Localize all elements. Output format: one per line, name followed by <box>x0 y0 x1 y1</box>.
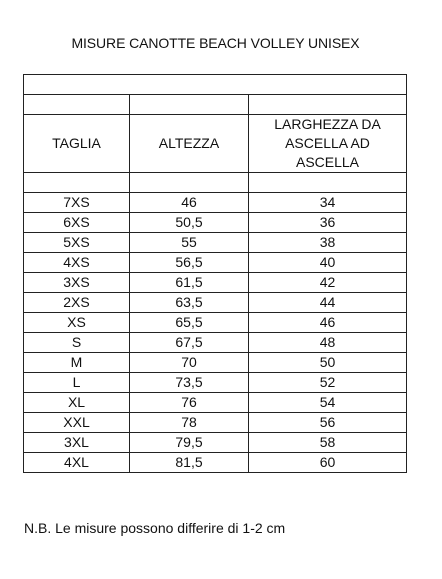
cell-taglia: 3XL <box>24 433 130 453</box>
table-row <box>24 273 407 293</box>
table-blank-cell <box>249 95 407 115</box>
table-blank-cell <box>24 75 407 95</box>
cell-taglia: L <box>24 373 130 393</box>
cell-altezza: 76 <box>130 393 249 413</box>
table-row <box>24 233 407 253</box>
table-row <box>24 193 407 213</box>
header-larghezza-line: ASCELLA <box>295 154 360 170</box>
cell-altezza: 73,5 <box>130 373 249 393</box>
table-row <box>24 313 407 333</box>
cell-taglia: 2XS <box>24 293 130 313</box>
cell-larghezza: 50 <box>249 353 407 373</box>
footnote: N.B. Le misure possono differire di 1-2 cm <box>24 520 286 536</box>
table-row <box>24 333 407 353</box>
cell-altezza: 63,5 <box>130 293 249 313</box>
table-row <box>24 353 407 373</box>
cell-larghezza: 60 <box>249 453 407 473</box>
cell-larghezza: 56 <box>249 413 407 433</box>
table-blank-cell <box>130 173 249 193</box>
header-larghezza <box>249 115 407 173</box>
page-title: MISURE CANOTTE BEACH VOLLEY UNISEX <box>71 35 360 51</box>
cell-altezza: 70 <box>130 353 249 373</box>
table-header-row <box>24 115 407 173</box>
size-table <box>23 74 407 473</box>
cell-larghezza: 40 <box>249 253 407 273</box>
cell-taglia: 3XS <box>24 273 130 293</box>
header-larghezza-line: LARGHEZZA DA <box>274 116 381 132</box>
table-row <box>24 213 407 233</box>
cell-altezza: 61,5 <box>130 273 249 293</box>
cell-larghezza: 34 <box>249 193 407 213</box>
table-row <box>24 393 407 413</box>
header-altezza: ALTEZZA <box>130 115 249 173</box>
table-blank-row <box>24 75 407 95</box>
cell-taglia: M <box>24 353 130 373</box>
table-row <box>24 413 407 433</box>
cell-larghezza: 42 <box>249 273 407 293</box>
cell-altezza: 50,5 <box>130 213 249 233</box>
table-blank-cell <box>24 173 130 193</box>
cell-larghezza: 44 <box>249 293 407 313</box>
table-blank-cell <box>24 95 130 115</box>
cell-larghezza: 54 <box>249 393 407 413</box>
table-row <box>24 293 407 313</box>
cell-altezza: 81,5 <box>130 453 249 473</box>
table-blank-cell <box>130 95 249 115</box>
header-larghezza-line: ASCELLA AD <box>285 135 370 151</box>
cell-larghezza: 46 <box>249 313 407 333</box>
cell-altezza: 46 <box>130 193 249 213</box>
cell-larghezza: 52 <box>249 373 407 393</box>
cell-taglia: 7XS <box>24 193 130 213</box>
cell-larghezza: 38 <box>249 233 407 253</box>
table-blank-cell <box>249 173 407 193</box>
cell-taglia: 4XL <box>24 453 130 473</box>
table-row <box>24 433 407 453</box>
cell-larghezza: 48 <box>249 333 407 353</box>
cell-taglia: XXL <box>24 413 130 433</box>
cell-taglia: S <box>24 333 130 353</box>
table-blank-row <box>24 173 407 193</box>
cell-taglia: 4XS <box>24 253 130 273</box>
table-row <box>24 253 407 273</box>
cell-altezza: 55 <box>130 233 249 253</box>
cell-taglia: XL <box>24 393 130 413</box>
cell-altezza: 67,5 <box>130 333 249 353</box>
cell-taglia: 5XS <box>24 233 130 253</box>
cell-taglia: XS <box>24 313 130 333</box>
cell-altezza: 65,5 <box>130 313 249 333</box>
table-row <box>24 453 407 473</box>
cell-larghezza: 58 <box>249 433 407 453</box>
cell-taglia: 6XS <box>24 213 130 233</box>
cell-altezza: 78 <box>130 413 249 433</box>
cell-larghezza: 36 <box>249 213 407 233</box>
table-row <box>24 373 407 393</box>
header-taglia: TAGLIA <box>24 115 130 173</box>
cell-altezza: 56,5 <box>130 253 249 273</box>
cell-altezza: 79,5 <box>130 433 249 453</box>
table-blank-row <box>24 95 407 115</box>
